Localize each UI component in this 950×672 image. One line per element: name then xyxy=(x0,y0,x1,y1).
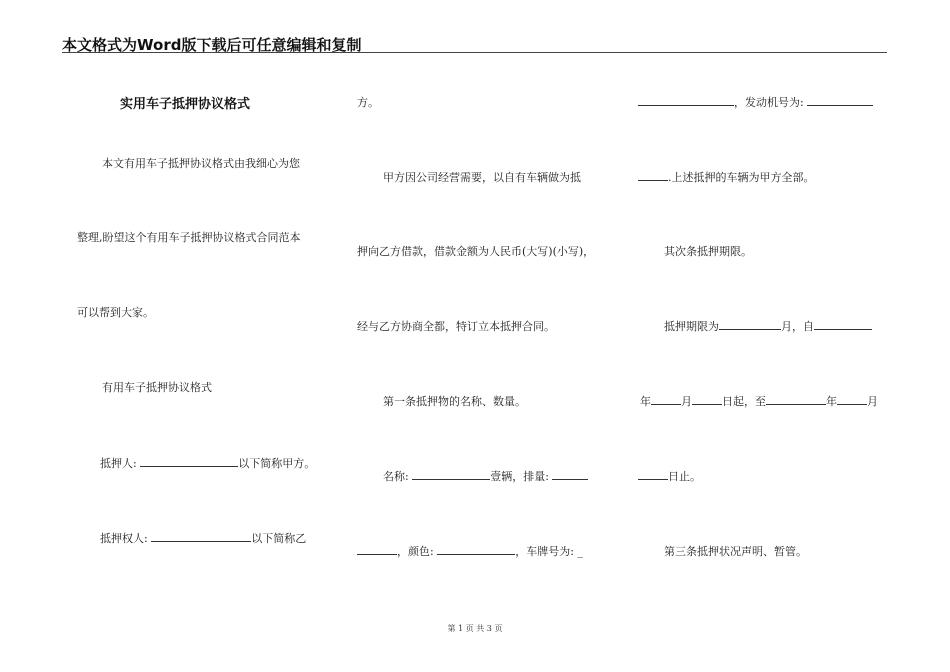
month-blank xyxy=(651,393,681,405)
engine-label: ，发动机号为: xyxy=(734,96,804,109)
month-label: 月 xyxy=(681,395,692,408)
mortgagee-blank xyxy=(151,530,251,542)
ownership-line xyxy=(638,169,815,185)
engine-number-blank xyxy=(807,94,873,106)
displacement-blank xyxy=(552,468,588,480)
vehicle-name-label: 名称: xyxy=(383,470,409,483)
engine-prefix-blank xyxy=(638,94,734,106)
paragraph-line: 本文有用车子抵押协议格式由我细心为您 xyxy=(102,157,300,170)
term-label: 抵押期限为 xyxy=(664,320,719,333)
paragraph-line: 整理,盼望这个有用车子抵押协议格式合同范本 xyxy=(77,231,301,244)
mortgagee-line xyxy=(100,530,306,546)
mortgagor-suffix: 以下简称甲方。 xyxy=(238,457,316,470)
plate-label: ，车牌号为: _ xyxy=(515,545,583,558)
ownership-text: .上述抵押的车辆为甲方全部。 xyxy=(668,171,815,184)
term-line xyxy=(664,318,872,334)
mortgagor-blank xyxy=(140,455,238,467)
ownership-blank xyxy=(638,169,668,181)
vehicle-color-line xyxy=(357,543,583,559)
paragraph-line: 经与乙方协商全都，特订立本抵押合同。 xyxy=(357,320,555,333)
term-from-label: 月，自 xyxy=(781,320,814,333)
vehicle-name-line xyxy=(383,468,588,484)
displacement-label: 壹辆，排量: xyxy=(490,470,549,483)
section-heading: 有用车子抵押协议格式 xyxy=(102,381,212,394)
page-header: 本文格式为Word版下载后可任意编辑和复制 xyxy=(62,36,362,54)
paragraph-line: 押向乙方借款，借款金额为人民币(大写)(小写)， xyxy=(357,245,595,258)
paragraph-line: 甲方因公司经营需要，以自有车辆做为抵 xyxy=(383,171,581,184)
day-blank xyxy=(692,393,722,405)
year-label: 年 xyxy=(640,395,651,408)
page-footer: 第 1 页 共 3 页 xyxy=(447,624,503,633)
paragraph-line: 方。 xyxy=(357,96,379,109)
date-range-line xyxy=(640,393,878,409)
engine-number-line xyxy=(638,94,873,110)
header-divider xyxy=(62,52,887,53)
mortgagee-suffix: 以下简称乙 xyxy=(251,532,307,545)
end-day-label: 日止。 xyxy=(668,470,701,483)
mortgagor-line xyxy=(100,455,315,471)
end-month-label: 月 xyxy=(867,395,878,408)
vehicle-name-blank xyxy=(412,468,490,480)
color-blank xyxy=(437,543,515,555)
paragraph-line: 可以帮到大家。 xyxy=(77,306,154,319)
color-label: ，颜色: xyxy=(397,545,434,558)
term-months-blank xyxy=(719,318,781,330)
end-year-blank xyxy=(766,393,826,405)
mortgagee-label: 抵押权人: xyxy=(100,532,148,545)
article-heading: 第一条抵押物的名称、数量。 xyxy=(383,395,526,408)
article-heading: 其次条抵押期限。 xyxy=(664,245,752,258)
term-from-blank xyxy=(814,318,872,330)
end-month-blank xyxy=(837,393,867,405)
article-heading: 第三条抵押状况声明、暂管。 xyxy=(664,545,807,558)
mortgagor-label: 抵押人: xyxy=(100,457,137,470)
document-title: 实用车子抵押协议格式 xyxy=(120,97,251,112)
end-year-label: 年 xyxy=(826,395,837,408)
end-day-blank xyxy=(638,468,668,480)
color-prefix-blank xyxy=(357,543,397,555)
end-day-line xyxy=(638,468,701,484)
start-label: 日起，至 xyxy=(722,395,766,408)
